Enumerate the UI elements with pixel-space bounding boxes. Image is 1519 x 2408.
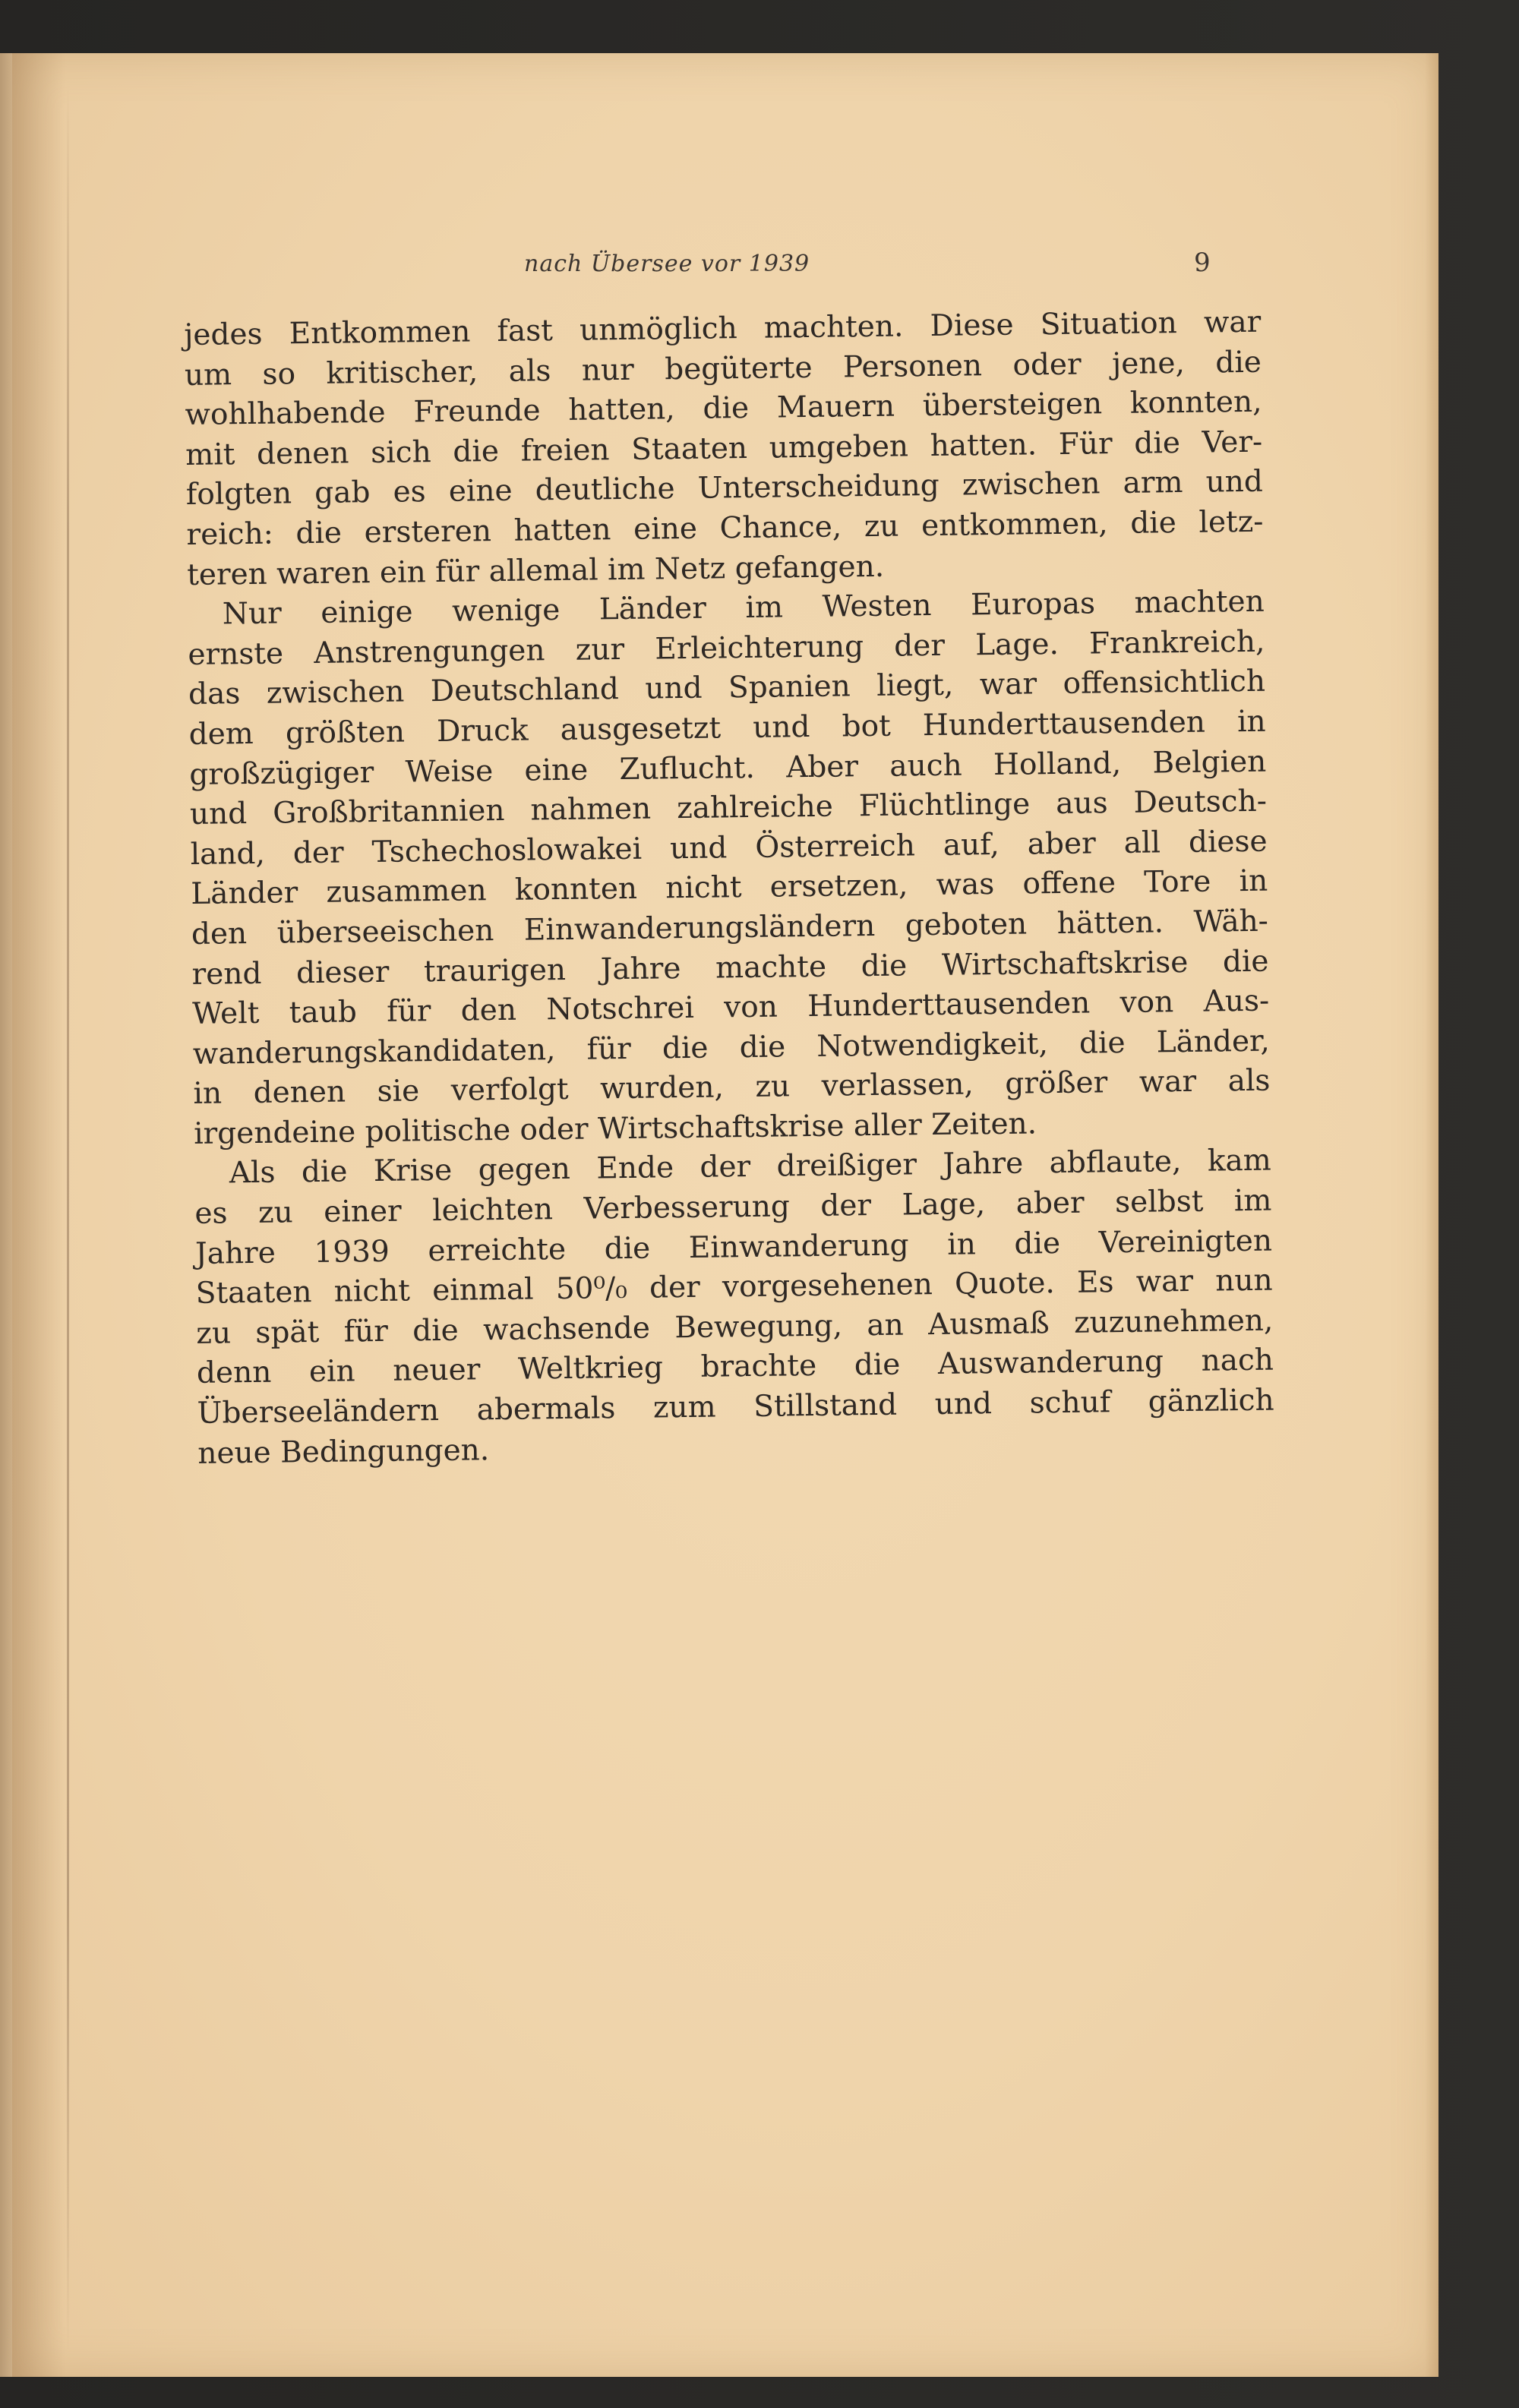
text-line: Nur einige wenige Länder im Westen Europas machten (222, 584, 1265, 632)
text-line: wohlhabende Freunde hatten, die Mauern übersteigen konnten, (185, 384, 1262, 433)
text-line: Welt taub für den Notschrei von Hunderttausenden von Aus- (191, 983, 1270, 1032)
gutter-fold (67, 84, 69, 2354)
text-line: in denen sie verfolgt wurden, zu verlassen, größer war als (193, 1063, 1271, 1112)
text-line: reich: die ersteren hatten eine Chance, zu entkommen, die letz- (186, 504, 1264, 552)
text-line: folgten gab es eine deutliche Unterscheidung zwischen arm und (185, 465, 1264, 513)
text-line: es zu einer leichten Verbesserung der Lage, aber selbst im (194, 1183, 1272, 1231)
text-line: Als die Krise gegen Ende der dreißiger Jahre abflaute, kam (229, 1144, 1271, 1191)
text-line: neue Bedingungen. (197, 1432, 490, 1471)
text-line: den überseeischen Einwanderungsländern geboten hätten. Wäh- (191, 904, 1269, 952)
text-line: dem größten Druck ausgesetzt und bot Hunderttausenden in (188, 704, 1266, 752)
text-line: um so kritischer, als nur begüterte Personen oder jene, die (184, 345, 1262, 393)
text-line: zu spät für die wachsende Bewegung, an Ausmaß zuzunehmen, (196, 1303, 1274, 1351)
text-line: wanderungskandidaten, für die die Notwendigkeit, die Länder, (192, 1024, 1271, 1071)
text-line: Staaten nicht einmal 50⁰/₀ der vorgesehenen Quote. Es war nun (195, 1263, 1273, 1311)
text-line: land, der Tschechoslowakei und Österreich auf, aber all diese (190, 824, 1268, 872)
body-text (184, 303, 1275, 1474)
text-line: teren waren ein für allemal im Netz gefangen. (186, 549, 885, 592)
text-line: und Großbritannien nahmen zahlreiche Flüchtlinge aus Deutsch- (189, 784, 1268, 832)
text-line: irgendeine politische oder Wirtschaftskrise aller Zeiten. (193, 1106, 1037, 1151)
text-line: mit denen sich die freien Staaten umgeben hatten. Für die Ver- (185, 424, 1263, 472)
text-line: großzügiger Weise eine Zuflucht. Aber auch Holland, Belgien (189, 744, 1267, 792)
text-line: Überseeländern abermals zum Stillstand und schuf gänzlich (197, 1383, 1274, 1431)
text-line: ernste Anstrengungen zur Erleichterung der Lage. Frankreich, (188, 624, 1265, 672)
page-number: 9 (1194, 248, 1211, 278)
text-line: jedes Entkommen fast unmöglich machten. Diese Situation war (184, 305, 1262, 352)
text-line: rend dieser traurigen Jahre machte die Wirtschaftskrise die (191, 944, 1269, 992)
text-line: denn ein neuer Weltkrieg brachte die Auswanderung nach (196, 1343, 1274, 1391)
text-line: Länder zusammen konnten nicht ersetzen, was offene Tore in (191, 863, 1268, 912)
text-line: das zwischen Deutschland und Spanien liegt, war offensichtlich (188, 664, 1266, 712)
running-head: nach Übersee vor 1939 (524, 251, 810, 277)
text-line: Jahre 1939 erreichte die Einwanderung in die Vereinigten (194, 1223, 1273, 1271)
